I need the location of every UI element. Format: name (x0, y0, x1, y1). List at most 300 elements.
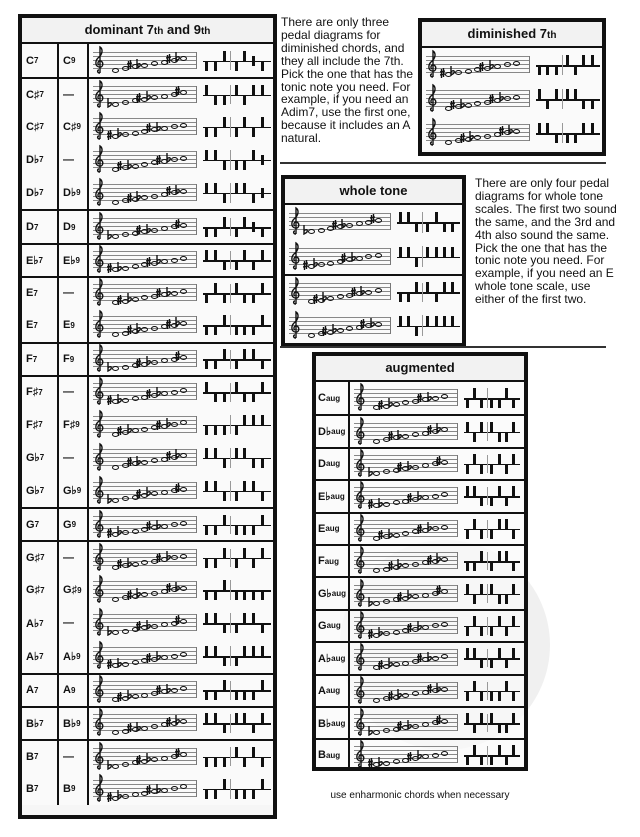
staff-line (354, 617, 457, 618)
sharp-icon (313, 294, 318, 304)
pedal-marker (505, 551, 508, 561)
pedal-marker (466, 626, 469, 636)
pedal-marker (223, 51, 226, 61)
whole-tone-chart (281, 175, 466, 346)
pedal-marker (546, 99, 549, 109)
whole-note (513, 129, 520, 134)
pedal-marker (555, 65, 558, 75)
whole-note (132, 428, 139, 433)
pedal-marker (252, 127, 255, 137)
pedal-diagram (462, 449, 522, 479)
chord-root: A (26, 684, 34, 697)
sharp-icon (407, 623, 412, 633)
staff-cell (422, 116, 534, 150)
staff-line (93, 300, 196, 301)
pedal-marker (223, 349, 226, 359)
pedal-diagram (462, 708, 522, 738)
staff-line (93, 482, 196, 483)
sharp-icon (417, 524, 422, 534)
whole-note (151, 95, 158, 100)
chord-extension: 7 (39, 486, 45, 496)
staff-cell (89, 607, 201, 640)
chord-label (316, 740, 350, 770)
chord-root: D (318, 457, 326, 470)
chord-label (59, 245, 89, 276)
pedal-diagram (201, 44, 273, 77)
whole-note (373, 698, 380, 703)
chord-label (316, 416, 350, 446)
pedal-divider (562, 89, 563, 109)
pedal-marker (512, 398, 515, 408)
chord-root: G (26, 518, 35, 531)
augmented-title: augmented (316, 356, 524, 382)
staff-line (93, 516, 196, 517)
diminished-rows (422, 48, 602, 150)
staff-cell (89, 377, 201, 408)
chord-extension: 7 (33, 288, 38, 298)
pedal-diagram (462, 740, 522, 770)
whole-note (180, 554, 187, 559)
pedal-divider (487, 455, 488, 473)
pedal-marker (498, 454, 501, 464)
chord-root: D (63, 221, 71, 234)
chord-root: A (318, 684, 326, 697)
pedal-marker (214, 392, 217, 402)
pedal-marker (243, 481, 246, 491)
pedal-marker (261, 382, 264, 392)
table-row (22, 574, 273, 607)
pedal-marker (555, 133, 558, 143)
treble-clef-icon (355, 513, 366, 543)
pedal-marker (473, 454, 476, 464)
chord-label (59, 542, 89, 573)
whole-note (122, 132, 129, 137)
whole-note (422, 625, 429, 630)
whole-note (132, 660, 139, 665)
chord-label (59, 79, 89, 110)
flat-icon (127, 558, 132, 568)
staff-cell (350, 481, 462, 511)
pedal-marker (435, 247, 438, 257)
treble-clef-icon (427, 83, 438, 113)
pedal-marker (505, 681, 508, 691)
pedal-diagram (201, 176, 273, 209)
music-staff (93, 350, 197, 367)
pedal-diagram (201, 675, 273, 706)
pedal-marker (252, 590, 255, 600)
whole-note (180, 289, 187, 294)
chord-label (22, 708, 59, 739)
augmented-chart (312, 352, 528, 771)
pedal-diagram (462, 382, 522, 414)
chord-root: E♭ (26, 254, 39, 267)
pedal-marker (235, 359, 238, 369)
pedal-marker (261, 515, 264, 525)
staff-line (354, 746, 457, 747)
pedal-marker (261, 757, 264, 767)
whole-note (151, 61, 158, 66)
pedal-diagram (201, 110, 273, 143)
chord-label (59, 211, 89, 242)
pedal-marker (205, 61, 208, 71)
music-staff (289, 317, 391, 334)
pedal-diagram (201, 542, 273, 573)
pedal-marker (205, 525, 208, 535)
whole-note (373, 439, 380, 444)
treble-clef-icon (94, 409, 105, 439)
treble-clef-icon (355, 675, 366, 705)
pedal-diagram (462, 643, 522, 673)
flat-icon (156, 122, 161, 132)
pedal-marker (223, 723, 226, 733)
chord-root: F♯ (63, 418, 76, 431)
staff-cell (285, 309, 395, 344)
flat-icon (127, 690, 132, 700)
whole-note (180, 719, 187, 724)
pedal-divider (487, 746, 488, 764)
table-row (22, 673, 273, 706)
table-row (316, 674, 524, 706)
pedal-marker (235, 283, 238, 293)
table-row (22, 739, 273, 772)
divider (280, 346, 606, 348)
music-staff (93, 647, 197, 664)
chord-suffix: aug (331, 589, 346, 599)
staff-line (93, 647, 196, 648)
chord-label (59, 441, 89, 474)
chord-root: E (63, 319, 71, 332)
chord-root: B♭ (26, 717, 40, 730)
chord-extension: 7 (40, 553, 45, 563)
whole-note (383, 728, 390, 733)
whole-note (151, 591, 158, 596)
pedal-baseline (203, 293, 271, 295)
staff-line (93, 184, 196, 185)
table-row (316, 544, 524, 576)
staff-cell (350, 611, 462, 641)
whole-note (132, 164, 139, 169)
sharp-icon (427, 425, 432, 435)
pedal-marker (235, 558, 238, 568)
pedal-marker (466, 486, 469, 496)
pedal-diagram (534, 48, 602, 82)
pedal-diagram (201, 607, 273, 640)
flat-icon (460, 99, 465, 109)
chord-label (59, 309, 89, 342)
chord-root: C (26, 54, 34, 67)
sharp-icon (460, 133, 465, 143)
treble-clef-icon (94, 45, 105, 75)
pedal-marker (466, 584, 469, 594)
pedal-divider (230, 183, 231, 203)
chord-root: G (63, 518, 72, 531)
sharp-icon (156, 155, 161, 165)
title-sup: th (200, 26, 211, 37)
whole-note (112, 730, 119, 735)
pedal-diagram (201, 772, 273, 805)
whole-note (383, 599, 390, 604)
chord-extension: 7 (39, 188, 44, 198)
pedal-marker (205, 183, 208, 193)
staff-line (289, 283, 390, 284)
pedal-marker (214, 425, 217, 435)
sharp-icon (417, 393, 422, 403)
treble-clef-icon (355, 382, 366, 412)
treble-clef-icon (427, 117, 438, 147)
pedal-marker (574, 89, 577, 99)
pedal-marker (214, 359, 217, 369)
pedal-marker (243, 250, 246, 260)
chord-root: — (63, 287, 74, 300)
treble-clef-icon (94, 707, 105, 737)
treble-clef-icon (94, 607, 105, 637)
flat-icon (370, 318, 375, 328)
chord-root: A♭ (63, 650, 77, 663)
music-staff (354, 552, 458, 569)
sharp-icon (332, 220, 337, 230)
pedal-diagram (201, 640, 273, 673)
whole-note (412, 594, 419, 599)
pedal-diagram (201, 344, 273, 375)
table-row (316, 738, 524, 770)
sharp-icon (156, 553, 161, 563)
pedal-marker (223, 458, 226, 468)
pedal-marker (205, 293, 208, 303)
whole-note (180, 321, 187, 326)
pedal-diagram (462, 611, 522, 641)
whole-note (308, 229, 315, 234)
pedal-marker (235, 425, 238, 435)
pedal-marker (214, 789, 217, 799)
pedal-divider (487, 422, 488, 440)
flat-icon (313, 258, 318, 268)
pedal-marker (505, 519, 508, 529)
pedal-marker (252, 525, 255, 535)
treble-clef-icon (94, 773, 105, 803)
pedal-divider (562, 55, 563, 75)
chord-root: C♯ (26, 88, 40, 101)
pedal-marker (223, 315, 226, 325)
pedal-marker (473, 432, 476, 442)
pedal-marker (243, 183, 246, 193)
flat-icon (407, 461, 412, 471)
whole-note (441, 622, 448, 627)
pedal-marker (407, 247, 410, 257)
chord-label (316, 382, 350, 414)
whole-note (393, 500, 400, 505)
pedal-marker (214, 613, 217, 623)
chord-label (316, 676, 350, 706)
staff-cell (89, 708, 201, 739)
pedal-marker (252, 690, 255, 700)
staff-line (93, 597, 196, 598)
pedal-marker (490, 398, 493, 408)
staff-cell (89, 675, 201, 706)
chord-root: G♯ (63, 584, 78, 597)
sharp-icon (117, 295, 122, 305)
whole-note (373, 568, 380, 573)
pedal-diagram (462, 514, 522, 544)
pedal-marker (473, 616, 476, 626)
pedal-marker (214, 95, 217, 105)
pedal-marker (451, 247, 454, 257)
pedal-marker (223, 580, 226, 590)
chord-root: — (63, 451, 74, 464)
whole-note (445, 140, 452, 145)
whole-note (151, 724, 158, 729)
whole-note (151, 757, 158, 762)
staff-cell (89, 441, 201, 474)
pedal-marker (223, 160, 226, 170)
treble-clef-icon (290, 276, 301, 306)
pedal-marker (243, 392, 246, 402)
whole-note (422, 722, 429, 727)
chord-label (22, 741, 59, 772)
pedal-marker (252, 193, 255, 203)
treble-clef-icon (94, 674, 105, 704)
pedal-diagram (201, 245, 273, 276)
chord-extension: 9 (76, 718, 81, 728)
whole-note (122, 365, 129, 370)
footer-note: use enharmonic chords when necessary (330, 790, 510, 801)
whole-note (112, 630, 119, 635)
pedal-marker (566, 89, 569, 99)
pedal-diagram (201, 509, 273, 540)
pedal-diagram (201, 79, 273, 110)
chord-suffix: aug (325, 686, 341, 696)
flat-icon (351, 252, 356, 262)
pedal-divider (230, 85, 231, 104)
pedal-marker (252, 349, 255, 359)
chord-label (22, 542, 59, 573)
treble-clef-icon (94, 211, 105, 241)
whole-note (375, 218, 382, 223)
flat-icon (166, 153, 171, 163)
whole-note (180, 453, 187, 458)
whole-note (151, 326, 158, 331)
treble-clef-icon (94, 376, 105, 406)
pedal-divider (422, 283, 423, 303)
pedal-marker (261, 623, 264, 633)
staff-line (93, 52, 196, 53)
pedal-marker (505, 594, 508, 604)
flat-icon (427, 652, 432, 662)
whole-note (504, 62, 511, 67)
music-staff (426, 56, 530, 73)
pedal-marker (473, 723, 476, 733)
whole-note (412, 465, 419, 470)
whole-note (161, 524, 168, 529)
flat-icon (417, 491, 422, 501)
chord-root: — (63, 551, 74, 564)
pedal-marker (243, 95, 246, 105)
chord-root: D♭ (63, 187, 77, 200)
flat-icon (117, 394, 122, 404)
whole-note (432, 396, 439, 401)
pedal-marker (435, 292, 438, 302)
pedal-marker (512, 486, 515, 496)
treble-clef-icon (355, 707, 366, 737)
chord-label (22, 675, 59, 706)
pedal-divider (230, 415, 231, 435)
pedal-marker (223, 680, 226, 690)
pedal-divider (230, 448, 231, 468)
music-staff (93, 284, 197, 301)
flat-icon (117, 262, 122, 272)
pedal-diagram (462, 676, 522, 706)
chord-root: C (63, 54, 71, 67)
chord-label (316, 643, 350, 673)
chord-extension: 7 (32, 354, 38, 364)
flat-icon (166, 551, 171, 561)
table-row (285, 309, 462, 344)
whole-note (122, 266, 129, 271)
pedal-divider (422, 315, 423, 336)
pedal-marker (538, 123, 541, 133)
staff-cell (89, 44, 201, 77)
sharp-icon (388, 431, 393, 441)
chord-extension: 7 (39, 718, 44, 728)
pedal-marker (505, 432, 508, 442)
whole-tone-title: whole tone (285, 179, 462, 205)
pedal-marker (205, 590, 208, 600)
music-staff (93, 151, 197, 168)
staff-cell (89, 143, 201, 176)
treble-clef-icon (94, 111, 105, 141)
treble-clef-icon (94, 343, 105, 373)
sharp-icon (388, 691, 393, 701)
chord-root: E♭ (63, 254, 76, 267)
whole-note (393, 759, 400, 764)
chord-root: B (26, 750, 34, 763)
music-staff (93, 748, 197, 765)
pedal-marker (498, 486, 501, 496)
staff-cell (350, 708, 462, 738)
table-row (316, 382, 524, 414)
pedal-marker (505, 755, 508, 765)
chord-label (22, 377, 59, 408)
chord-extension: 9 (69, 354, 75, 364)
table-row (316, 576, 524, 608)
pedal-marker (252, 558, 255, 568)
pedal-marker (261, 155, 264, 165)
pedal-marker (243, 613, 246, 623)
chord-suffix: aug (325, 750, 341, 760)
pedal-marker (235, 127, 238, 137)
whole-note (180, 388, 187, 393)
pedal-diagram (201, 708, 273, 739)
pedal-marker (223, 95, 226, 105)
pedal-marker (252, 747, 255, 757)
chord-label (22, 408, 59, 441)
chord-label (22, 309, 59, 342)
table-row (285, 240, 462, 275)
pedal-marker (490, 561, 493, 571)
pedal-marker (466, 398, 469, 408)
music-staff (354, 520, 458, 537)
whole-note (375, 253, 382, 258)
pedal-marker (214, 646, 217, 656)
pedal-marker (538, 89, 541, 99)
staff-cell (350, 449, 462, 479)
whole-note (441, 719, 448, 724)
title-text: and 9 (163, 22, 201, 37)
whole-note (122, 232, 129, 237)
chord-root: D (26, 221, 34, 234)
chord-label (316, 708, 350, 738)
pedal-marker (415, 222, 418, 232)
whole-note (151, 491, 158, 496)
